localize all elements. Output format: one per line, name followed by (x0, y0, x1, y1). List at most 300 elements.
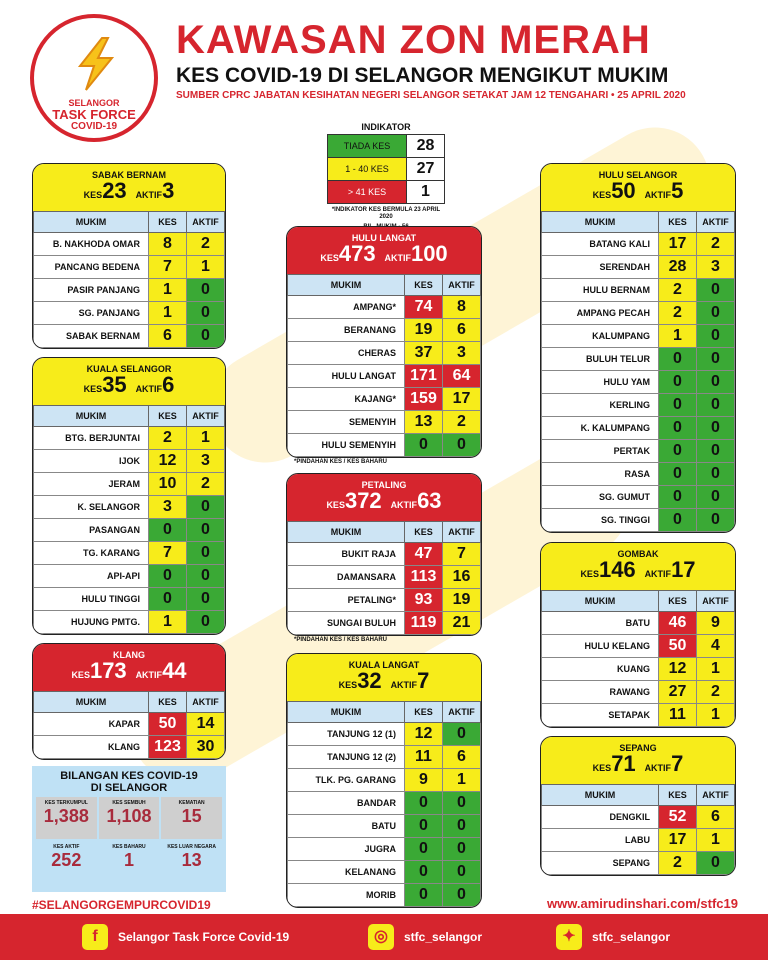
mukim-aktif: 30 (187, 736, 225, 759)
mukim-name: HULU BERNAM (542, 279, 659, 302)
mukim-row (34, 450, 225, 473)
col-mukim: MUKIM (542, 785, 659, 806)
district-card-hulu-selangor (540, 163, 736, 533)
mukim-name: BANDAR (288, 792, 405, 815)
aktif-total: 5 (671, 178, 684, 203)
mukim-row (288, 566, 481, 589)
indikator-note: *INDIKATOR KES BERMULA 23 APRIL 2020 (331, 207, 441, 220)
mukim-name: JERAM (34, 473, 149, 496)
district-card-klang (32, 643, 226, 760)
mukim-row (542, 440, 735, 463)
mukim-name: KERLING (542, 394, 659, 417)
indikator-label: > 41 KES (328, 181, 407, 204)
mukim-kes: 3 (149, 496, 187, 519)
mukim-kes: 2 (659, 279, 697, 302)
mukim-kes: 0 (659, 509, 697, 532)
mukim-name: CHERAS (288, 342, 405, 365)
mukim-aktif: 0 (187, 279, 225, 302)
mukim-row (542, 394, 735, 417)
kes-total: 372 (344, 488, 382, 513)
logo-line1: SELANGOR (68, 98, 120, 108)
mukim-name: SABAK BERNAM (34, 325, 149, 348)
indikator-value: 1 (407, 181, 445, 204)
aktif-label: AKTIF (390, 680, 418, 690)
mukim-kes: 2 (659, 852, 697, 875)
mukim-aktif: 0 (697, 394, 735, 417)
district-card-kuala-selangor (32, 357, 226, 635)
mukim-kes: 0 (149, 519, 187, 542)
mukim-table (287, 274, 481, 457)
instagram-icon: ◎ (368, 924, 394, 950)
mukim-name: HULU SEMENYIH (288, 434, 405, 457)
mukim-name: PANCANG BEDENA (34, 256, 149, 279)
mukim-row (542, 279, 735, 302)
mukim-table-header (288, 702, 481, 723)
aktif-label: AKTIF (390, 500, 418, 510)
mukim-name: HULU KELANG (542, 635, 659, 658)
mukim-aktif: 2 (697, 681, 735, 704)
hashtag: #SELANGORGEMPURCOVID19 (32, 898, 211, 912)
mukim-kes: 0 (659, 394, 697, 417)
mukim-aktif: 1 (187, 256, 225, 279)
col-kes: KES (659, 785, 697, 806)
aktif-label: AKTIF (644, 763, 672, 773)
stats-panel (32, 766, 226, 892)
page-subtitle: KES COVID-19 DI SELANGOR MENGIKUT MUKIM (176, 64, 669, 87)
mukim-aktif: 17 (443, 388, 481, 411)
mukim-name: SG. PANJANG (34, 302, 149, 325)
mukim-aktif: 0 (443, 815, 481, 838)
mukim-aktif: 64 (443, 365, 481, 388)
mukim-row (542, 417, 735, 440)
mukim-kes: 28 (659, 256, 697, 279)
mukim-aktif: 0 (697, 325, 735, 348)
mukim-kes: 12 (405, 723, 443, 746)
mukim-aktif: 2 (443, 411, 481, 434)
stat-value: 1,108 (106, 806, 152, 826)
aktif-total: 7 (417, 668, 430, 693)
district-card-hulu-langat (286, 226, 482, 458)
mukim-row (288, 861, 481, 884)
mukim-name: SETAPAK (542, 704, 659, 727)
stat-label: KES SEMBUH (112, 800, 146, 806)
district-name: KUALA LANGAT (348, 660, 420, 670)
mukim-aktif: 3 (697, 256, 735, 279)
mukim-kes: 17 (659, 829, 697, 852)
footer-facebook[interactable] (82, 924, 289, 950)
mukim-kes: 93 (405, 589, 443, 612)
footer-instagram[interactable] (368, 924, 482, 950)
district-card-sepang (540, 736, 736, 876)
stat-label: KEMATIAN (178, 800, 205, 806)
mukim-aktif: 0 (187, 496, 225, 519)
col-aktif: AKTIF (697, 212, 735, 233)
mukim-name: HULU LANGAT (288, 365, 405, 388)
mukim-row (34, 427, 225, 450)
district-card-petaling (286, 473, 482, 636)
mukim-kes: 1 (149, 611, 187, 634)
district-name: SEPANG (619, 743, 657, 753)
col-aktif: AKTIF (187, 692, 225, 713)
indikator-value: 27 (407, 158, 445, 181)
mukim-aktif: 0 (443, 884, 481, 907)
district-card-gombak (540, 542, 736, 728)
aktif-label: AKTIF (135, 670, 163, 680)
mukim-aktif: 1 (697, 704, 735, 727)
aktif-label: AKTIF (644, 190, 672, 200)
mukim-name: KELANANG (288, 861, 405, 884)
mukim-aktif: 1 (697, 658, 735, 681)
mukim-kes: 2 (149, 427, 187, 450)
col-aktif: AKTIF (187, 406, 225, 427)
mukim-row (34, 736, 225, 759)
col-mukim: MUKIM (288, 275, 405, 296)
mukim-aktif: 1 (697, 829, 735, 852)
mukim-name: RASA (542, 463, 659, 486)
mukim-kes: 37 (405, 342, 443, 365)
mukim-table (541, 784, 735, 875)
col-kes: KES (659, 591, 697, 612)
aktif-total: 44 (162, 658, 187, 683)
footer-instagram-text: stfc_selangor (404, 930, 483, 944)
mukim-aktif: 4 (697, 635, 735, 658)
mukim-aktif: 6 (697, 806, 735, 829)
indikator-row (328, 135, 445, 158)
mukim-aktif: 0 (697, 371, 735, 394)
twitter-icon: ✦ (556, 924, 582, 950)
stat-cell (99, 841, 160, 883)
col-kes: KES (405, 702, 443, 723)
mukim-name: PERTAK (542, 440, 659, 463)
mukim-name: KUANG (542, 658, 659, 681)
mukim-name: K. SELANGOR (34, 496, 149, 519)
district-header (541, 737, 735, 784)
district-card-sabak-bernam (32, 163, 226, 349)
mukim-name: SG. TINGGI (542, 509, 659, 532)
mukim-name: BATU (542, 612, 659, 635)
district-name: KUALA SELANGOR (86, 364, 172, 374)
aktif-total: 7 (671, 751, 684, 776)
mukim-aktif: 0 (697, 486, 735, 509)
mukim-row (542, 325, 735, 348)
district-totals (33, 374, 225, 400)
mukim-row (542, 233, 735, 256)
mukim-kes: 52 (659, 806, 697, 829)
mukim-aktif: 8 (443, 296, 481, 319)
mukim-name: JUGRA (288, 838, 405, 861)
mukim-row (542, 348, 735, 371)
mukim-row (34, 519, 225, 542)
mukim-row (34, 279, 225, 302)
aktif-total: 17 (671, 557, 696, 582)
aktif-total: 6 (162, 372, 175, 397)
mukim-aktif: 6 (443, 746, 481, 769)
mukim-aktif: 14 (187, 713, 225, 736)
mukim-name: HULU YAM (542, 371, 659, 394)
mukim-row (542, 302, 735, 325)
district-totals (287, 490, 481, 516)
district-totals (541, 180, 735, 206)
mukim-row (288, 769, 481, 792)
mukim-row (34, 565, 225, 588)
district-header (287, 654, 481, 701)
indikator-table (327, 134, 445, 204)
mukim-kes: 0 (149, 588, 187, 611)
mukim-row (288, 589, 481, 612)
district-name: GOMBAK (617, 549, 659, 559)
mukim-name: HUJUNG PMTG. (34, 611, 149, 634)
mukim-row (288, 746, 481, 769)
mukim-kes: 1 (149, 279, 187, 302)
mukim-aktif: 0 (697, 417, 735, 440)
kes-label: KES (326, 500, 345, 510)
kes-label: KES (71, 670, 90, 680)
kes-label: KES (83, 384, 103, 394)
mukim-row (542, 612, 735, 635)
kes-label: KES (592, 190, 612, 200)
district-totals (33, 180, 225, 206)
mukim-aktif: 0 (187, 519, 225, 542)
district-name: PETALING (361, 480, 407, 490)
district-totals (287, 670, 481, 696)
mukim-aktif: 2 (697, 233, 735, 256)
mukim-name: PETALING* (288, 589, 405, 612)
website-link[interactable]: www.amirudinshari.com/stfc19 (547, 896, 738, 911)
mukim-kes: 0 (659, 440, 697, 463)
indikator-label: TIADA KES (328, 135, 407, 158)
mukim-kes: 74 (405, 296, 443, 319)
stat-cell (36, 841, 97, 883)
district-header (287, 227, 481, 274)
mukim-kes: 0 (659, 463, 697, 486)
mukim-aktif: 0 (187, 611, 225, 634)
mukim-aktif: 0 (443, 861, 481, 884)
stat-label: KES LUAR NEGARA (167, 844, 216, 850)
mukim-row (288, 365, 481, 388)
mukim-aktif: 0 (187, 302, 225, 325)
indikator-label: 1 - 40 KES (328, 158, 407, 181)
col-kes: KES (405, 275, 443, 296)
mukim-aktif: 0 (697, 509, 735, 532)
mukim-table-header (542, 785, 735, 806)
mukim-table (33, 405, 225, 634)
mukim-kes: 113 (405, 566, 443, 589)
district-header (33, 164, 225, 211)
district-name: SABAK BERNAM (92, 170, 166, 180)
mukim-row (288, 543, 481, 566)
mukim-aktif: 9 (697, 612, 735, 635)
mukim-aktif: 2 (187, 233, 225, 256)
mukim-row (542, 852, 735, 875)
mukim-name: BUKIT RAJA (288, 543, 405, 566)
mukim-aktif: 0 (697, 348, 735, 371)
mukim-aktif: 0 (187, 565, 225, 588)
mukim-kes: 0 (659, 348, 697, 371)
stat-cell (161, 841, 222, 883)
mukim-kes: 0 (659, 417, 697, 440)
stat-cell (99, 797, 160, 839)
mukim-row (542, 658, 735, 681)
mukim-kes: 11 (405, 746, 443, 769)
mukim-name: TG. KARANG (34, 542, 149, 565)
mukim-name: DENGKIL (542, 806, 659, 829)
mukim-table (33, 691, 225, 759)
district-header (287, 474, 481, 521)
mukim-row (288, 388, 481, 411)
mukim-name: BULUH TELUR (542, 348, 659, 371)
mukim-name: SEPANG (542, 852, 659, 875)
mukim-table-header (34, 692, 225, 713)
mukim-kes: 9 (405, 769, 443, 792)
indikator-title: INDIKATOR (361, 122, 411, 132)
mukim-aktif: 0 (697, 279, 735, 302)
mukim-row (34, 473, 225, 496)
mukim-row (288, 411, 481, 434)
col-mukim: MUKIM (288, 702, 405, 723)
mukim-row (542, 371, 735, 394)
aktif-total: 63 (417, 488, 442, 513)
mukim-kes: 1 (659, 325, 697, 348)
mukim-kes: 119 (405, 612, 443, 635)
source-line: SUMBER CPRC JABATAN KESIHATAN NEGERI SELANGOR SETAKAT JAM 12 TENGAHARI • 25 APRIL 2020 (176, 90, 686, 101)
aktif-total: 3 (162, 178, 175, 203)
mukim-aktif: 7 (443, 543, 481, 566)
footer-bar (0, 914, 768, 960)
kes-label: KES (592, 763, 612, 773)
aktif-label: AKTIF (135, 384, 163, 394)
indikator-row (328, 158, 445, 181)
mukim-name: BERANANG (288, 319, 405, 342)
mukim-name: KAJANG* (288, 388, 405, 411)
district-totals (33, 660, 225, 686)
stat-value: 1 (123, 850, 134, 870)
mukim-row (288, 838, 481, 861)
mukim-aktif: 0 (697, 852, 735, 875)
district-header (33, 358, 225, 405)
mukim-row (34, 611, 225, 634)
mukim-row (542, 704, 735, 727)
mukim-kes: 12 (149, 450, 187, 473)
mukim-row (288, 319, 481, 342)
mukim-aktif: 0 (697, 302, 735, 325)
mukim-kes: 46 (659, 612, 697, 635)
col-kes: KES (149, 212, 187, 233)
mukim-row (34, 588, 225, 611)
mukim-kes: 50 (149, 713, 187, 736)
mukim-row (288, 723, 481, 746)
district-card-kuala-langat (286, 653, 482, 908)
stat-value: 252 (51, 850, 82, 870)
kes-total: 173 (89, 658, 127, 683)
mukim-row (542, 681, 735, 704)
mukim-row (288, 815, 481, 838)
mukim-aktif: 6 (443, 319, 481, 342)
stats-title: BILANGAN KES COVID-19 (60, 770, 198, 782)
mukim-kes: 7 (149, 256, 187, 279)
col-aktif: AKTIF (697, 591, 735, 612)
col-mukim: MUKIM (288, 522, 405, 543)
district-name: HULU LANGAT (351, 233, 417, 243)
mukim-name: KLANG (34, 736, 149, 759)
mukim-aktif: 16 (443, 566, 481, 589)
mukim-row (288, 434, 481, 457)
mukim-kes: 0 (405, 861, 443, 884)
mukim-kes: 6 (149, 325, 187, 348)
mukim-name: K. KALUMPANG (542, 417, 659, 440)
indikator-row (328, 181, 445, 204)
mukim-kes: 17 (659, 233, 697, 256)
mukim-kes: 27 (659, 681, 697, 704)
logo-line2: TASK FORCE (52, 107, 136, 122)
mukim-aktif: 3 (187, 450, 225, 473)
mukim-name: IJOK (34, 450, 149, 473)
mukim-kes: 19 (405, 319, 443, 342)
mukim-row (288, 792, 481, 815)
mukim-name: SG. GUMUT (542, 486, 659, 509)
stfc-logo (30, 14, 158, 142)
page-title: KAWASAN ZON MERAH (176, 18, 651, 62)
mukim-row (542, 256, 735, 279)
mukim-row (542, 806, 735, 829)
mukim-name: BATANG KALI (542, 233, 659, 256)
mukim-kes: 0 (405, 838, 443, 861)
kes-total: 473 (338, 241, 376, 266)
footer-facebook-text: Selangor Task Force Covid-19 (118, 930, 290, 944)
mukim-name: LABU (542, 829, 659, 852)
indikator-value: 28 (407, 135, 445, 158)
footer-twitter[interactable] (556, 924, 670, 950)
mukim-row (34, 302, 225, 325)
mukim-table (541, 590, 735, 727)
stats-title-2: DI SELANGOR (90, 782, 168, 794)
mukim-name: BTG. BERJUNTAI (34, 427, 149, 450)
mukim-aktif: 0 (697, 463, 735, 486)
mukim-row (34, 325, 225, 348)
mukim-kes: 2 (659, 302, 697, 325)
col-mukim: MUKIM (542, 212, 659, 233)
mukim-row (542, 509, 735, 532)
mukim-row (542, 463, 735, 486)
mukim-aktif: 0 (187, 542, 225, 565)
col-mukim: MUKIM (34, 212, 149, 233)
mukim-kes: 0 (149, 565, 187, 588)
district-totals (287, 243, 481, 269)
mukim-table-header (288, 522, 481, 543)
mukim-name: MORIB (288, 884, 405, 907)
mukim-name: TLK. PG. GARANG (288, 769, 405, 792)
mukim-aktif: 3 (443, 342, 481, 365)
col-mukim: MUKIM (34, 406, 149, 427)
mukim-name: KALUMPANG (542, 325, 659, 348)
mukim-name: AMPANG PECAH (542, 302, 659, 325)
aktif-label: AKTIF (135, 190, 163, 200)
mukim-kes: 0 (405, 792, 443, 815)
col-kes: KES (149, 406, 187, 427)
mukim-kes: 13 (405, 411, 443, 434)
kes-total: 71 (611, 751, 636, 776)
mukim-row (34, 496, 225, 519)
hulu-langat-note: *PINDAHAN KES / KES BAHARU (294, 459, 388, 465)
mukim-kes: 0 (659, 371, 697, 394)
col-mukim: MUKIM (34, 692, 149, 713)
kes-total: 35 (102, 372, 127, 397)
kes-label: KES (83, 190, 103, 200)
stat-value: 15 (181, 806, 202, 826)
mukim-aktif: 1 (187, 427, 225, 450)
mukim-kes: 12 (659, 658, 697, 681)
mukim-row (34, 713, 225, 736)
mukim-name: PASANGAN (34, 519, 149, 542)
